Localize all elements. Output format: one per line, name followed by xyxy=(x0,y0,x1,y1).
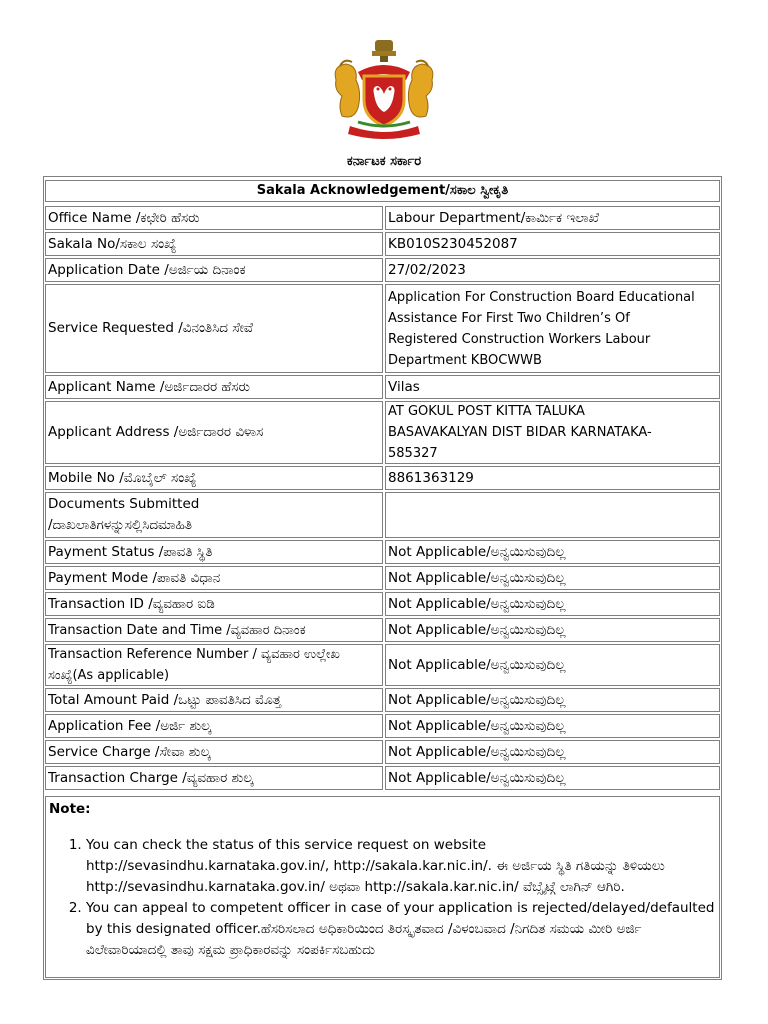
government-heading: ಕರ್ನಾಟಕ ಸರ್ಕಾರ xyxy=(346,154,422,169)
total-amount-label: Total Amount Paid /ಒಟ್ಟು ಪಾವತಿಸಿದ ಮೊತ್ತ xyxy=(45,688,383,712)
note-item-appeal: 2. You can appeal to competent officer in case of your application is rejected/delayed/defaulted by this designated officer.ಹೆಸರಿಸಲಾದ ಅಧಿಕಾರಿಯಿಂದ ತಿರಸ್ಕೃತವಾದ /ವಿಳಂಬವಾದ /ನಿಗದಿತ ಸಮಯ ಮೀರಿ ಅರ್ಜಿ ವಿಲೇವಾರಿಯಾದಲ್ಲಿ ತಾವು ಸಕ್ಷಮ ಪ್ರಾಧಿಕಾರವನ್ನು ಸಂಪರ್ಕಿಸಬಹುದು xyxy=(86,898,716,961)
transaction-reference-label: Transaction Reference Number / ವ್ಯವಹಾರ ಉಲ್ಲೇಖ ಸಂಖ್ಯೆ(As applicable) xyxy=(45,644,383,686)
payment-mode-value: Not Applicable/ಅನ್ವಯಿಸುವುದಿಲ್ಲ xyxy=(385,566,720,590)
applicant-name-value: Vilas xyxy=(385,375,720,399)
sakala-no-value: KB010S230452087 xyxy=(385,232,720,256)
transaction-charge-label: Transaction Charge /ವ್ಯವಹಾರ ಶುಲ್ಕ xyxy=(45,766,383,790)
applicant-address-value: AT GOKUL POST KITTA TALUKA BASAVAKALYAN DIST BIDAR KARNATAKA- 585327 xyxy=(385,401,720,464)
payment-status-value: Not Applicable/ಅನ್ವಯಿಸುವುದಿಲ್ಲ xyxy=(385,540,720,564)
transaction-date-label: Transaction Date and Time /ವ್ಯವಹಾರ ದಿನಾಂಕ xyxy=(45,618,383,642)
application-date-label: Application Date /ಅರ್ಜಿಯ ದಿನಾಂಕ xyxy=(45,258,383,282)
transaction-id-label: Transaction ID /ವ್ಯವಹಾರ ಐಡಿ xyxy=(45,592,383,616)
sakala-no-label: Sakala No/ಸಕಾಲ ಸಂಖ್ಯೆ xyxy=(45,232,383,256)
application-fee-label: Application Fee /ಅರ್ಜಿ ಶುಲ್ಕ xyxy=(45,714,383,738)
mobile-no-value: 8861363129 xyxy=(385,466,720,490)
note-label: Note: xyxy=(49,801,91,817)
transaction-id-value: Not Applicable/ಅನ್ವಯಿಸುವುದಿಲ್ಲ xyxy=(385,592,720,616)
office-name-value: Labour Department/ಕಾರ್ಮಿಕ ಇಲಾಖೆ xyxy=(385,206,720,230)
service-charge-label: Service Charge /ಸೇವಾ ಶುಲ್ಕ xyxy=(45,740,383,764)
transaction-reference-value: Not Applicable/ಅನ್ವಯಿಸುವುದಿಲ್ಲ xyxy=(385,644,720,686)
service-requested-value: Application For Construction Board Educational Assistance For First Two Children’s Of Registered Construction Workers Labour Department KBOCWWB xyxy=(385,284,720,373)
acknowledgement-title: Sakala Acknowledgement/ಸಕಾಲ ಸ್ವೀಕೃತಿ xyxy=(45,180,720,202)
transaction-charge-value: Not Applicable/ಅನ್ವಯಿಸುವುದಿಲ್ಲ xyxy=(385,766,720,790)
total-amount-value: Not Applicable/ಅನ್ವಯಿಸುವುದಿಲ್ಲ xyxy=(385,688,720,712)
transaction-date-value: Not Applicable/ಅನ್ವಯಿಸುವುದಿಲ್ಲ xyxy=(385,618,720,642)
payment-mode-label: Payment Mode /ಪಾವತಿ ವಿಧಾನ xyxy=(45,566,383,590)
service-charge-value: Not Applicable/ಅನ್ವಯಿಸುವುದಿಲ್ಲ xyxy=(385,740,720,764)
applicant-name-label: Applicant Name /ಅರ್ಜಿದಾರರ ಹೆಸರು xyxy=(45,375,383,399)
documents-submitted-value xyxy=(385,492,720,538)
mobile-no-label: Mobile No /ಮೊಬೈಲ್ ಸಂಖ್ಯೆ xyxy=(45,466,383,490)
service-requested-label: Service Requested /ವಿನಂತಿಸಿದ ಸೇವೆ xyxy=(45,284,383,373)
payment-status-label: Payment Status /ಪಾವತಿ ಸ್ಥಿತಿ xyxy=(45,540,383,564)
note-box xyxy=(45,796,720,978)
note-item-status-check: 1. You can check the status of this service request on website http://sevasindhu.karnataka.gov.in/, http://sakala.kar.nic.in/. ಈ ಅರ್ಜಿಯ ಸ್ಥಿತಿ ಗತಿಯನ್ನು ತಿಳಿಯಲು http://sevasindhu.karnataka.gov.in/ ಅಥವಾ http://sakala.kar.nic.in/ ವೆಬ್ಸೈಟ್ಗೆ ಲಾಗಿನ್ ಆಗಿರಿ. xyxy=(86,835,716,898)
state-emblem xyxy=(328,36,440,144)
note-list xyxy=(46,835,716,961)
application-date-value: 27/02/2023 xyxy=(385,258,720,282)
applicant-address-label: Applicant Address /ಅರ್ಜಿದಾರರ ವಿಳಾಸ xyxy=(45,401,383,464)
office-name-label: Office Name /ಕಛೇರಿ ಹೆಸರು xyxy=(45,206,383,230)
documents-submitted-label: Documents Submitted /ದಾಖಲಾತಿಗಳನ್ನುಸಲ್ಲಿಸಿದಮಾಹಿತಿ xyxy=(45,492,383,538)
application-fee-value: Not Applicable/ಅನ್ವಯಿಸುವುದಿಲ್ಲ xyxy=(385,714,720,738)
